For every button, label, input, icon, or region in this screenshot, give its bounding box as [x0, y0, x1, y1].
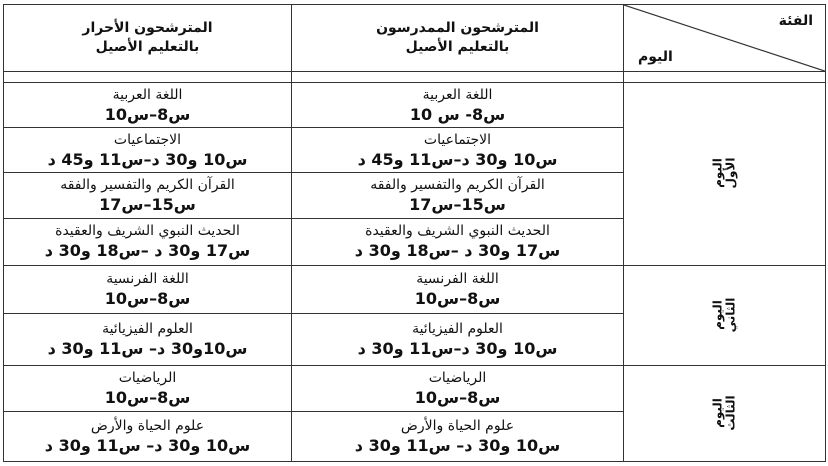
exam-time: س8–س10: [104, 387, 191, 407]
subject-name: اللغة العربية: [422, 86, 493, 103]
subject-name: الرياضيات: [118, 369, 177, 386]
corner-header-cell: [624, 5, 826, 72]
day-label-cell: [624, 265, 826, 365]
exam-schedule-table: [3, 4, 826, 462]
exam-time: س15–س17: [409, 195, 506, 215]
subject-name: علوم الحياة والأرض: [400, 417, 515, 434]
subject-name: الاجتماعيات: [113, 131, 182, 148]
exam-time: س10 و30 د– س11 و30 د: [354, 435, 561, 455]
exam-time: س8–س10: [414, 387, 501, 407]
schooled-exam-cell: [292, 365, 624, 411]
day-label: اليوم الثاني: [710, 297, 738, 332]
header-row: [4, 5, 826, 72]
corner-day-label: اليوم: [638, 49, 673, 66]
schooled-exam-cell: [292, 173, 624, 219]
free-exam-cell: [4, 411, 292, 461]
exam-time: س8–س10: [104, 288, 191, 308]
schooled-exam-cell: [292, 313, 624, 365]
subject-name: الحديث النبوي الشريف والعقيدة: [55, 223, 240, 240]
free-exam-cell: [4, 365, 292, 411]
schooled-exam-cell: [292, 128, 624, 173]
subject-name: العلوم الفيزيائية: [102, 320, 193, 337]
free-exam-cell: [4, 265, 292, 313]
subject-name: اللغة الفرنسية: [106, 270, 189, 287]
subject-name: اللغة الفرنسية: [416, 270, 499, 287]
schooled-exam-cell: [292, 265, 624, 313]
schooled-header-cell: [292, 5, 624, 72]
exam-time: س10 و30 د–س11 و45 د: [357, 149, 558, 169]
schooled-exam-cell: [292, 83, 624, 128]
free-exam-cell: [4, 83, 292, 128]
free-header-cell: [4, 5, 292, 72]
schedule-row: [4, 265, 826, 313]
day-label-cell: [624, 365, 826, 461]
exam-time: س8–س10: [104, 104, 191, 124]
subject-name: اللغة العربية: [112, 86, 183, 103]
exam-time: س15–س17: [99, 195, 196, 215]
day-label: اليوم الثالث: [710, 395, 738, 431]
subject-name: الحديث النبوي الشريف والعقيدة: [365, 223, 550, 240]
schooled-exam-cell: [292, 219, 624, 265]
schooled-exam-cell: [292, 411, 624, 461]
free-exam-cell: [4, 219, 292, 265]
exam-time: س10و30 د– س11 و30 د: [47, 338, 248, 358]
exam-time: س8–س10: [414, 288, 501, 308]
schedule-row: [4, 365, 826, 411]
subject-name: الرياضيات: [428, 369, 487, 386]
spacer-row: [4, 72, 826, 83]
exam-time: س17 و30 د –س18 و30 د: [354, 241, 561, 261]
free-header-subtitle: بالتعليم الأصيل: [95, 39, 200, 56]
corner-category-label: الفئة: [778, 13, 813, 29]
subject-name: علوم الحياة والأرض: [90, 417, 205, 434]
schooled-header-subtitle: بالتعليم الأصيل: [405, 39, 510, 56]
subject-name: الاجتماعيات: [423, 131, 492, 148]
schedule-row: [4, 83, 826, 128]
subject-name: القرآن الكريم والتفسير والفقه: [60, 177, 235, 194]
day-label: اليوم الأول: [710, 157, 738, 189]
subject-name: العلوم الفيزيائية: [412, 320, 503, 337]
free-exam-cell: [4, 173, 292, 219]
exam-time: س10 و30 د–س11 و45 د: [47, 149, 248, 169]
exam-time: س10 و30 د–س11 و30 د: [357, 338, 558, 358]
free-header-title: المترشحون الأحرار: [82, 20, 213, 37]
exam-time: س8- س 10: [409, 104, 506, 124]
free-exam-cell: [4, 313, 292, 365]
subject-name: القرآن الكريم والتفسير والفقه: [370, 177, 545, 194]
day-label-cell: [624, 83, 826, 265]
exam-time: س17 و30 د –س18 و30 د: [44, 241, 251, 261]
schooled-header-title: المترشحون الممدرسون: [376, 20, 539, 37]
exam-time: س10 و30 د– س11 و30 د: [44, 435, 251, 455]
free-exam-cell: [4, 128, 292, 173]
